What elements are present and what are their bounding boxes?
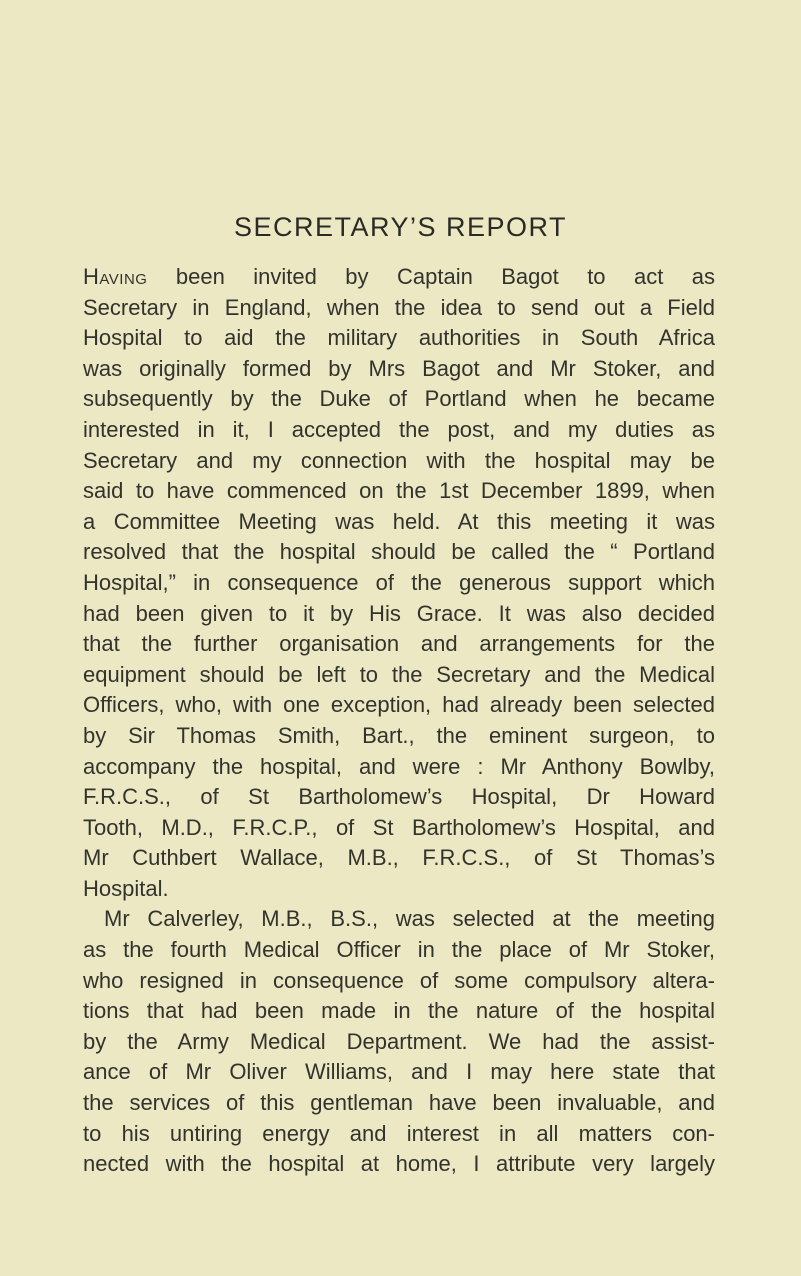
text-line: as the fourth Medical Officer in the place of Mr Stoker,: [83, 937, 715, 963]
text-line: the services of this gentleman have been invaluable, and: [83, 1090, 715, 1116]
text-line: [83, 262, 715, 293]
text-line: Mr Calverley, M.B., B.S., was selected at the meeting: [104, 906, 715, 932]
text-line: said to have commenced on the 1st December 1899, when: [83, 478, 715, 504]
text-line: subsequently by the Duke of Portland when he became: [83, 386, 715, 412]
text-line: was originally formed by Mrs Bagot and Mr Stoker, and: [83, 355, 715, 381]
text-line: Mr Cuthbert Wallace, M.B., F.R.C.S., of St Thomas’s: [83, 845, 715, 871]
text-line: Secretary and my connection with the hospital may be: [83, 447, 715, 473]
text-line: Hospital,” in consequence of the generous support which: [83, 569, 715, 595]
text-line: Hospital to aid the military authorities in South Africa: [83, 325, 715, 351]
text-line: interested in it, I accepted the post, and my duties as: [83, 416, 715, 442]
text-line: equipment should be left to the Secretary and the Medical: [83, 661, 715, 687]
text-line: resolved that the hospital should be called the “ Portland: [83, 539, 715, 565]
text-line-rest: been invited by Captain Bagot to act as: [147, 264, 715, 289]
text-line: who resigned in consequence of some compulsory altera-: [83, 967, 715, 993]
text-line: Officers, who, with one exception, had already been selected: [83, 692, 715, 718]
report-body: [83, 262, 715, 1180]
text-line: F.R.C.S., of St Bartholomew’s Hospital, Dr Howard: [83, 784, 715, 810]
text-line: Hospital.: [83, 875, 169, 901]
text-line: accompany the hospital, and were : Mr Anthony Bowlby,: [83, 753, 715, 779]
text-line: that the further organisation and arrangements for the: [83, 631, 715, 657]
text-line: a Committee Meeting was held. At this meeting it was: [83, 508, 715, 534]
text-line: Tooth, M.D., F.R.C.P., of St Bartholomew’s Hospital, and: [83, 814, 715, 840]
page-title: SECRETARY’S REPORT: [233, 212, 568, 242]
text-line: had been given to it by His Grace. It was also decided: [83, 600, 715, 626]
lead-word: Having: [83, 264, 148, 289]
text-line: to his untiring energy and interest in all matters con-: [83, 1120, 715, 1146]
text-line: tions that had been made in the nature of the hospital: [83, 998, 715, 1024]
text-line: Secretary in England, when the idea to send out a Field: [83, 294, 715, 320]
text-line: by Sir Thomas Smith, Bart., the eminent surgeon, to: [83, 722, 715, 748]
text-line: ance of Mr Oliver Williams, and I may here state that: [83, 1059, 715, 1085]
text-line: nected with the hospital at home, I attribute very largely: [83, 1151, 715, 1177]
text-line: by the Army Medical Department. We had the assist-: [83, 1028, 715, 1054]
